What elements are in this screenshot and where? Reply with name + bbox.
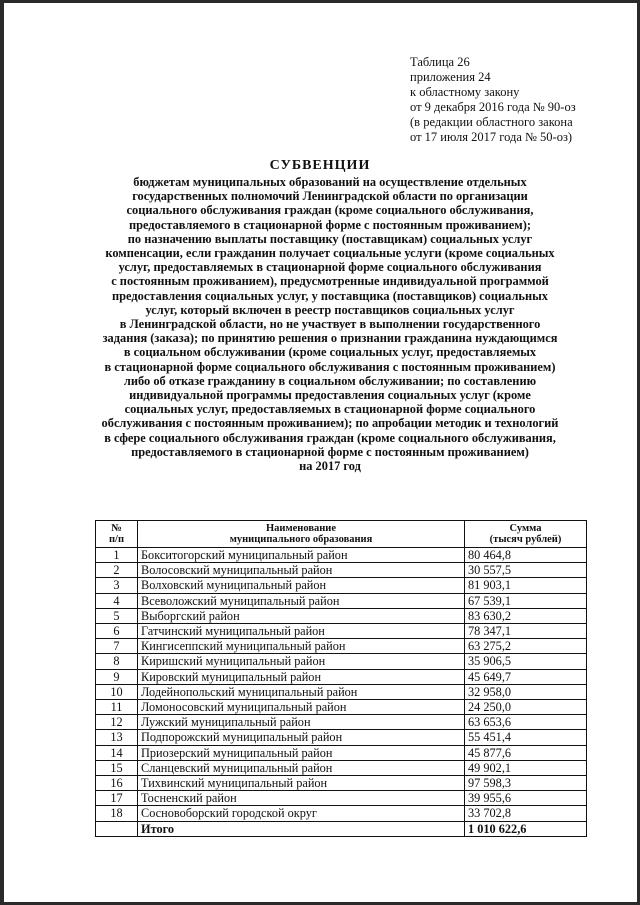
amount: 63 653,6 xyxy=(465,715,587,730)
row-number: 6 xyxy=(96,624,138,639)
amount: 30 557,5 xyxy=(465,563,587,578)
table-row xyxy=(96,593,587,608)
document-subtitle xyxy=(60,175,600,473)
table-row xyxy=(96,745,587,760)
document-title: СУБВЕНЦИИ xyxy=(269,158,371,173)
municipality-name: Бокситогорский муниципальный район xyxy=(138,548,465,563)
subtitle-line: задания (заказа); по принятию решения о признании гражданина нуждающимся xyxy=(102,331,558,346)
table-row xyxy=(96,669,587,684)
header-sum xyxy=(465,521,587,548)
row-number: 18 xyxy=(96,806,138,821)
header-name xyxy=(138,521,465,548)
municipality-name: Всеволожский муниципальный район xyxy=(138,593,465,608)
municipality-name: Сосновоборский городской округ xyxy=(138,806,465,821)
row-number: 15 xyxy=(96,760,138,775)
header-name-line1: Наименование xyxy=(266,522,336,534)
row-number: 7 xyxy=(96,639,138,654)
municipality-name: Выборгский район xyxy=(138,608,465,623)
table-row xyxy=(96,563,587,578)
municipality-name: Кировский муниципальный район xyxy=(138,669,465,684)
amount: 55 451,4 xyxy=(465,730,587,745)
subtitle-line: предоставляемого в стационарной форме с постоянным проживанием); xyxy=(129,217,531,232)
table-row xyxy=(96,654,587,669)
table-row xyxy=(96,624,587,639)
municipality-name: Приозерский муниципальный район xyxy=(138,745,465,760)
subtitle-line: с постоянным проживанием), предусмотренные индивидуальной программой xyxy=(111,274,549,289)
table-row xyxy=(96,578,587,593)
reference-line: от 17 июля 2017 года № 50-оз) xyxy=(410,130,573,144)
row-number: 4 xyxy=(96,593,138,608)
amount: 63 275,2 xyxy=(465,639,587,654)
row-number: 2 xyxy=(96,563,138,578)
amount: 24 250,0 xyxy=(465,700,587,715)
scan-edge-left xyxy=(0,0,4,905)
reference-line: (в редакции областного закона xyxy=(410,115,573,129)
subsidies-table xyxy=(95,520,587,837)
subtitle-line: по назначению выплаты поставщику (поставщикам) социальных услуг xyxy=(127,231,533,246)
header-num-line1: № xyxy=(111,522,122,534)
subtitle-line: государственных полномочий Ленинградской области по организации xyxy=(132,189,528,204)
document-reference xyxy=(410,55,576,145)
subtitle-line: в стационарной форме социального обслуживания с постоянным проживанием) xyxy=(104,359,556,374)
row-number: 16 xyxy=(96,776,138,791)
header-sum-line2: (тысяч рублей) xyxy=(489,534,562,545)
amount: 80 464,8 xyxy=(465,548,587,563)
table-row xyxy=(96,776,587,791)
subtitle-line: на 2017 год xyxy=(299,459,361,474)
total-num-cell xyxy=(96,821,138,836)
row-number: 14 xyxy=(96,745,138,760)
row-number: 1 xyxy=(96,548,138,563)
amount: 83 630,2 xyxy=(465,608,587,623)
amount: 32 958,0 xyxy=(465,684,587,699)
municipality-name: Кингисеппский муниципальный район xyxy=(138,639,465,654)
subtitle-line: либо об отказе гражданину в социальном обслуживании; по составлению xyxy=(123,373,537,388)
row-number: 17 xyxy=(96,791,138,806)
header-num xyxy=(96,521,138,548)
amount: 78 347,1 xyxy=(465,624,587,639)
table-row xyxy=(96,548,587,563)
header-sum-line1: Сумма xyxy=(509,522,542,534)
municipality-name: Лужский муниципальный район xyxy=(138,715,465,730)
subtitle-line: компенсации, если гражданин получает социальные услуги (кроме социальных xyxy=(105,246,555,261)
municipality-name: Подпорожский муниципальный район xyxy=(138,730,465,745)
total-label: Итого xyxy=(138,821,465,836)
table-row xyxy=(96,806,587,821)
municipality-name: Волховский муниципальный район xyxy=(138,578,465,593)
municipality-name: Ломоносовский муниципальный район xyxy=(138,700,465,715)
reference-line: от 9 декабря 2016 года № 90-оз xyxy=(410,100,576,114)
subtitle-line: социального обслуживания граждан (кроме социального обслуживания, xyxy=(126,203,534,218)
table-row xyxy=(96,639,587,654)
table-row xyxy=(96,791,587,806)
amount: 97 598,3 xyxy=(465,776,587,791)
table-row xyxy=(96,730,587,745)
reference-line: приложения 24 xyxy=(410,70,491,84)
subtitle-line: предоставления социальных услуг, у поставщика (поставщиков) социальных xyxy=(112,288,548,303)
municipality-name: Лодейнопольский муниципальный район xyxy=(138,684,465,699)
header-num-line2: п/п xyxy=(108,534,125,545)
subtitle-line: бюджетам муниципальных образований на осуществление отдельных xyxy=(133,175,527,189)
subtitle-line: в сфере социального обслуживания граждан (кроме социального обслуживания, xyxy=(104,430,556,445)
municipality-name: Тихвинский муниципальный район xyxy=(138,776,465,791)
scan-edge-top xyxy=(0,0,640,3)
subtitle-line: социальных услуг, предоставляемых в стационарной форме социального xyxy=(124,402,536,417)
subtitle-line: в Ленинградской области, но не участвует в выполнении государственного xyxy=(119,317,541,332)
reference-line: Таблица 26 xyxy=(410,55,470,69)
subtitle-line: предоставляемого в стационарной форме с постоянным проживанием) xyxy=(131,444,529,459)
municipality-name: Волосовский муниципальный район xyxy=(138,563,465,578)
subtitle-line: услуг, который включен в реестр поставщиков социальных услуг xyxy=(145,302,515,317)
amount: 81 903,1 xyxy=(465,578,587,593)
subtitle-line: в социальном обслуживании (кроме социальных услуг, предоставляемых xyxy=(123,345,537,360)
row-number: 12 xyxy=(96,715,138,730)
amount: 39 955,6 xyxy=(465,791,587,806)
municipality-name: Гатчинский муниципальный район xyxy=(138,624,465,639)
row-number: 11 xyxy=(96,700,138,715)
table-header-row xyxy=(96,521,587,548)
subtitle-line: индивидуальной программы предоставления социальных услуг (кроме xyxy=(129,388,531,403)
row-number: 13 xyxy=(96,730,138,745)
municipality-name: Тосненский район xyxy=(138,791,465,806)
reference-line: к областному закону xyxy=(410,85,520,99)
subtitle-line: обслуживания с постоянным проживанием); по апробации методик и технологий xyxy=(101,416,559,431)
amount: 45 877,6 xyxy=(465,745,587,760)
row-number: 5 xyxy=(96,608,138,623)
table-row xyxy=(96,715,587,730)
row-number: 8 xyxy=(96,654,138,669)
municipality-name: Киришский муниципальный район xyxy=(138,654,465,669)
table-row xyxy=(96,700,587,715)
amount: 49 902,1 xyxy=(465,760,587,775)
row-number: 9 xyxy=(96,669,138,684)
amount: 33 702,8 xyxy=(465,806,587,821)
table-total-row xyxy=(96,821,587,836)
table-row xyxy=(96,684,587,699)
amount: 45 649,7 xyxy=(465,669,587,684)
subtitle-line: услуг, предоставляемых в стационарной форме социального обслуживания xyxy=(118,260,542,275)
table-row xyxy=(96,760,587,775)
table-row xyxy=(96,608,587,623)
municipality-name: Сланцевский муниципальный район xyxy=(138,760,465,775)
row-number: 3 xyxy=(96,578,138,593)
amount: 35 906,5 xyxy=(465,654,587,669)
header-name-line2: муниципального образования xyxy=(229,534,373,545)
row-number: 10 xyxy=(96,684,138,699)
amount: 67 539,1 xyxy=(465,593,587,608)
total-sum: 1 010 622,6 xyxy=(465,821,587,836)
